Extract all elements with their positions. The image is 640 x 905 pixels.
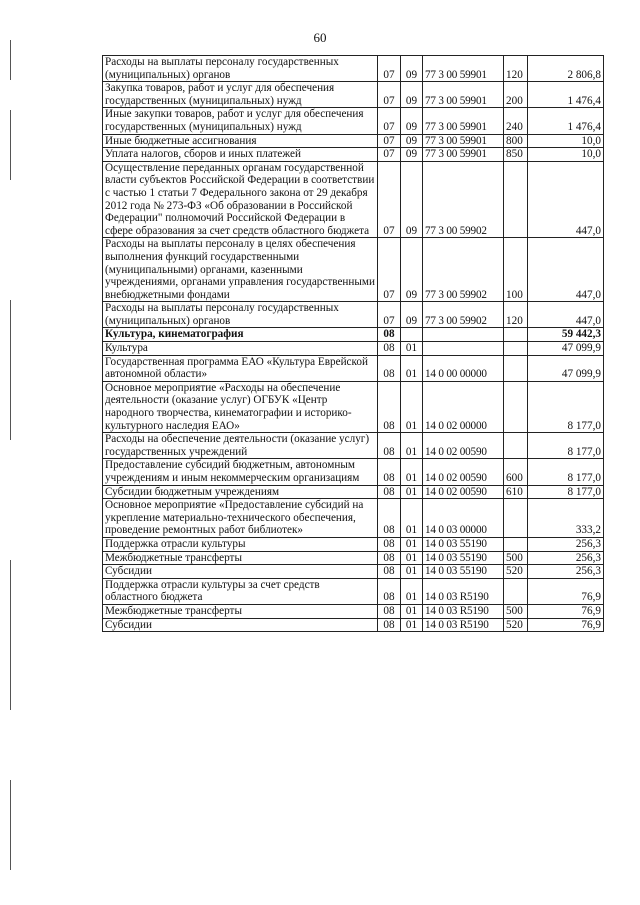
row-expense-type-code: 520 <box>504 565 528 579</box>
row-amount: 76,9 <box>528 604 604 618</box>
row-name: Межбюджетные трансферты <box>103 604 378 618</box>
row-section-code: 08 <box>378 459 401 485</box>
row-expense-type-code: 240 <box>504 108 528 134</box>
row-subsection-code: 01 <box>401 499 423 538</box>
row-expense-type-code <box>504 342 528 356</box>
row-name: Основное мероприятие «Расходы на обеспечение деятельности (оказание услуг) ОГБУК «Центр народного творчества, кинематографии и историко-культурного наследия ЕАО» <box>103 381 378 432</box>
budget-table <box>102 55 604 632</box>
row-section-code: 08 <box>378 433 401 459</box>
row-expense-type-code: 850 <box>504 148 528 162</box>
row-section-code: 08 <box>378 578 401 604</box>
row-expense-type-code <box>504 433 528 459</box>
row-amount: 1 476,4 <box>528 108 604 134</box>
row-amount: 59 442,3 <box>528 328 604 342</box>
row-amount: 10,0 <box>528 134 604 148</box>
row-section-code: 07 <box>378 238 401 302</box>
row-expense-type-code <box>504 328 528 342</box>
row-section-code: 08 <box>378 381 401 432</box>
row-section-code: 07 <box>378 161 401 238</box>
row-section-code: 08 <box>378 551 401 565</box>
row-section-code: 08 <box>378 618 401 632</box>
row-subsection-code: 09 <box>401 134 423 148</box>
table-row <box>103 328 604 342</box>
row-name: Расходы на обеспечение деятельности (оказание услуг) государственных учреждений <box>103 433 378 459</box>
row-name: Расходы на выплаты персоналу государственных (муниципальных) органов <box>103 302 378 328</box>
row-amount: 8 177,0 <box>528 459 604 485</box>
row-expense-type-code: 800 <box>504 134 528 148</box>
row-target-article-code: 77 3 00 59902 <box>423 238 504 302</box>
row-amount: 76,9 <box>528 578 604 604</box>
row-name: Субсидии <box>103 565 378 579</box>
row-name: Иные бюджетные ассигнования <box>103 134 378 148</box>
row-subsection-code: 01 <box>401 459 423 485</box>
table-row <box>103 134 604 148</box>
row-section-code: 08 <box>378 485 401 499</box>
row-section-code: 07 <box>378 302 401 328</box>
row-target-article-code: 14 0 03 55190 <box>423 565 504 579</box>
row-target-article-code: 14 0 00 00000 <box>423 355 504 381</box>
row-name: Расходы на выплаты персоналу в целях обеспечения выполнения функций государственными (муниципальными) органами, казенными учреждениями, органами управления государственными внебюджетными фондами <box>103 238 378 302</box>
row-name: Субсидии <box>103 618 378 632</box>
scan-edge-mark <box>10 40 11 80</box>
row-name: Осуществление переданных органам государственной власти субъектов Российской Федерации в соответствии с частью 1 статьи 7 Федерального закона от 29 декабря 2012 года № 273-ФЗ «Об образовании в Российской Федерации" полномочий Российской Федерации в сфере образования за счет средств областного бюджета <box>103 161 378 238</box>
table-row <box>103 459 604 485</box>
row-name: Уплата налогов, сборов и иных платежей <box>103 148 378 162</box>
table-row <box>103 161 604 238</box>
row-subsection-code: 09 <box>401 108 423 134</box>
row-target-article-code <box>423 328 504 342</box>
row-subsection-code: 01 <box>401 433 423 459</box>
table-row <box>103 537 604 551</box>
row-target-article-code <box>423 342 504 356</box>
row-section-code: 08 <box>378 537 401 551</box>
row-subsection-code: 01 <box>401 342 423 356</box>
row-expense-type-code: 120 <box>504 56 528 82</box>
row-target-article-code: 14 0 03 55190 <box>423 537 504 551</box>
row-target-article-code: 77 3 00 59902 <box>423 302 504 328</box>
row-section-code: 07 <box>378 56 401 82</box>
row-amount: 8 177,0 <box>528 433 604 459</box>
row-subsection-code: 01 <box>401 604 423 618</box>
row-target-article-code: 14 0 03 R5190 <box>423 578 504 604</box>
row-amount: 333,2 <box>528 499 604 538</box>
row-target-article-code: 14 0 02 00590 <box>423 485 504 499</box>
table-row <box>103 148 604 162</box>
row-name: Иные закупки товаров, работ и услуг для обеспечения государственных (муниципальных) нужд <box>103 108 378 134</box>
scan-edge-mark <box>10 560 11 710</box>
row-subsection-code: 01 <box>401 485 423 499</box>
table-row <box>103 108 604 134</box>
page-number: 60 <box>313 30 327 45</box>
table-row <box>103 381 604 432</box>
row-expense-type-code <box>504 355 528 381</box>
row-target-article-code: 14 0 02 00590 <box>423 433 504 459</box>
row-expense-type-code: 610 <box>504 485 528 499</box>
table-row <box>103 433 604 459</box>
row-expense-type-code <box>504 499 528 538</box>
row-expense-type-code: 500 <box>504 604 528 618</box>
row-expense-type-code: 600 <box>504 459 528 485</box>
row-subsection-code: 01 <box>401 537 423 551</box>
row-section-code: 08 <box>378 342 401 356</box>
row-expense-type-code: 520 <box>504 618 528 632</box>
row-amount: 256,3 <box>528 565 604 579</box>
row-name: Закупка товаров, работ и услуг для обеспечения государственных (муниципальных) нужд <box>103 82 378 108</box>
row-expense-type-code <box>504 578 528 604</box>
row-amount: 2 806,8 <box>528 56 604 82</box>
row-section-code: 08 <box>378 355 401 381</box>
row-subsection-code: 01 <box>401 551 423 565</box>
row-amount: 256,3 <box>528 551 604 565</box>
table-row <box>103 82 604 108</box>
row-subsection-code: 09 <box>401 148 423 162</box>
row-target-article-code: 14 0 02 00000 <box>423 381 504 432</box>
row-amount: 47 099,9 <box>528 355 604 381</box>
row-expense-type-code: 200 <box>504 82 528 108</box>
scan-edge-mark <box>10 300 11 440</box>
row-subsection-code: 01 <box>401 381 423 432</box>
row-section-code: 07 <box>378 134 401 148</box>
row-section-code: 08 <box>378 328 401 342</box>
row-subsection-code: 01 <box>401 565 423 579</box>
table-row <box>103 302 604 328</box>
row-name: Поддержка отрасли культуры <box>103 537 378 551</box>
row-name: Субсидии бюджетным учреждениям <box>103 485 378 499</box>
row-amount: 1 476,4 <box>528 82 604 108</box>
row-amount: 256,3 <box>528 537 604 551</box>
row-target-article-code: 14 0 03 55190 <box>423 551 504 565</box>
row-subsection-code: 09 <box>401 56 423 82</box>
table-row <box>103 565 604 579</box>
table-row <box>103 604 604 618</box>
row-name: Предоставление субсидий бюджетным, автономным учреждениям и иным некоммерческим организациям <box>103 459 378 485</box>
row-target-article-code: 77 3 00 59901 <box>423 134 504 148</box>
row-section-code: 08 <box>378 565 401 579</box>
row-name: Расходы на выплаты персоналу государственных (муниципальных) органов <box>103 56 378 82</box>
row-target-article-code: 14 0 03 R5190 <box>423 618 504 632</box>
row-target-article-code: 77 3 00 59901 <box>423 108 504 134</box>
row-subsection-code: 09 <box>401 238 423 302</box>
row-subsection-code <box>401 328 423 342</box>
row-name: Основное мероприятие «Предоставление субсидий на укрепление материально-технического обеспечения, проведение ремонтных работ библиотек» <box>103 499 378 538</box>
row-expense-type-code <box>504 381 528 432</box>
row-section-code: 08 <box>378 604 401 618</box>
row-section-code: 08 <box>378 499 401 538</box>
row-amount: 447,0 <box>528 161 604 238</box>
scan-edge-mark <box>10 780 11 870</box>
row-amount: 447,0 <box>528 238 604 302</box>
row-amount: 447,0 <box>528 302 604 328</box>
row-expense-type-code <box>504 537 528 551</box>
row-expense-type-code: 100 <box>504 238 528 302</box>
budget-table-body <box>103 56 604 632</box>
table-row <box>103 578 604 604</box>
table-row <box>103 238 604 302</box>
row-amount: 8 177,0 <box>528 485 604 499</box>
row-section-code: 07 <box>378 82 401 108</box>
row-target-article-code: 14 0 03 R5190 <box>423 604 504 618</box>
row-target-article-code: 77 3 00 59901 <box>423 56 504 82</box>
row-name: Культура <box>103 342 378 356</box>
table-row <box>103 342 604 356</box>
row-subsection-code: 09 <box>401 161 423 238</box>
row-amount: 47 099,9 <box>528 342 604 356</box>
table-row <box>103 499 604 538</box>
table-row <box>103 355 604 381</box>
row-section-code: 07 <box>378 108 401 134</box>
row-target-article-code: 14 0 03 00000 <box>423 499 504 538</box>
row-name: Культура, кинематография <box>103 328 378 342</box>
row-target-article-code: 77 3 00 59901 <box>423 82 504 108</box>
row-expense-type-code: 500 <box>504 551 528 565</box>
row-expense-type-code: 120 <box>504 302 528 328</box>
row-amount: 10,0 <box>528 148 604 162</box>
table-row <box>103 485 604 499</box>
table-row <box>103 618 604 632</box>
row-subsection-code: 01 <box>401 355 423 381</box>
row-subsection-code: 09 <box>401 82 423 108</box>
row-target-article-code: 77 3 00 59902 <box>423 161 504 238</box>
table-row <box>103 56 604 82</box>
scan-edge-mark <box>10 110 11 180</box>
row-name: Поддержка отрасли культуры за счет средств областного бюджета <box>103 578 378 604</box>
row-section-code: 07 <box>378 148 401 162</box>
row-target-article-code: 14 0 02 00590 <box>423 459 504 485</box>
row-name: Межбюджетные трансферты <box>103 551 378 565</box>
row-subsection-code: 01 <box>401 618 423 632</box>
row-expense-type-code <box>504 161 528 238</box>
row-name: Государственная программа ЕАО «Культура Еврейской автономной области» <box>103 355 378 381</box>
row-subsection-code: 01 <box>401 578 423 604</box>
row-subsection-code: 09 <box>401 302 423 328</box>
table-row <box>103 551 604 565</box>
row-amount: 76,9 <box>528 618 604 632</box>
row-amount: 8 177,0 <box>528 381 604 432</box>
row-target-article-code: 77 3 00 59901 <box>423 148 504 162</box>
